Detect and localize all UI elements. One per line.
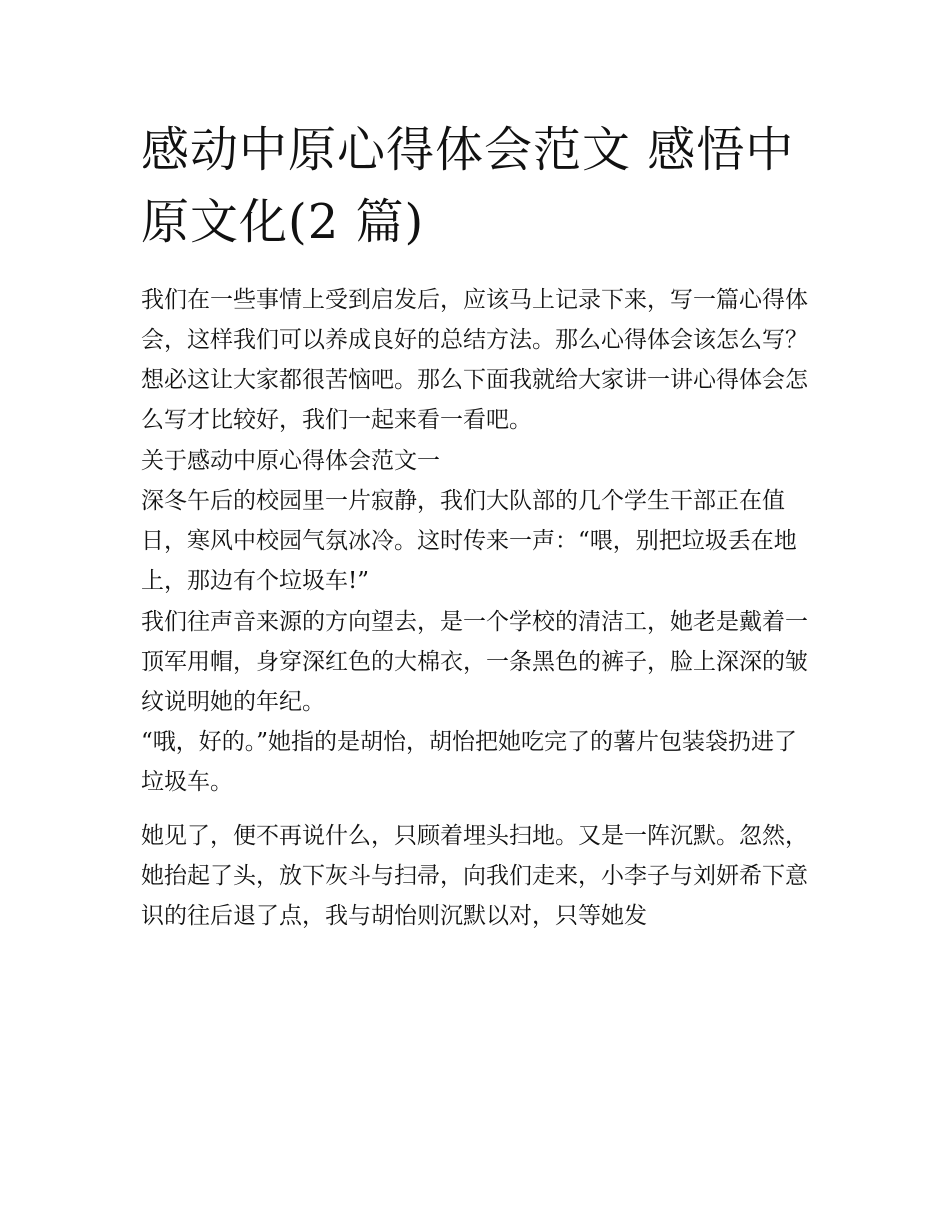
- body-paragraph: 我们往声音来源的方向望去，是一个学校的清洁工，她老是戴着一顶军用帽，身穿深红色的大棉衣，一条黑色的裤子，脸上深深的皱纹说明她的年纪。: [141, 608, 808, 715]
- document-body: [141, 280, 813, 937]
- body-paragraph: “哦，好的。”她指的是胡怡，胡怡把她吃完了的薯片包装袋扔进了垃圾车。: [141, 729, 798, 796]
- body-paragraph: 深冬午后的校园里一片寂静，我们大队部的几个学生干部正在值日，寒风中校园气氛冰冷。这时传来一声：“喂，别把垃圾丢在地上，那边有个垃圾车!”: [141, 488, 797, 595]
- section-heading: 关于感动中原心得体会范文一: [141, 447, 440, 474]
- body-paragraph: 她见了，便不再说什么，只顾着埋头扫地。又是一阵沉默。忽然，她抬起了头，放下灰斗与扫帚，向我们走来，小李子与刘妍希下意识的往后退了点，我与胡怡则沉默以对，只等她发: [141, 823, 808, 930]
- document-title: 感动中原心得体会范文 感悟中原文化(2 篇): [141, 122, 795, 250]
- intro-paragraph: 我们在一些事情上受到启发后，应该马上记录下来，写一篇心得体会，这样我们可以养成良好的总结方法。那么心得体会该怎么写？想必这让大家都很苦恼吧。那么下面我就给大家讲一讲心得体会怎么写才比较好，我们一起来看一看吧。: [141, 287, 808, 433]
